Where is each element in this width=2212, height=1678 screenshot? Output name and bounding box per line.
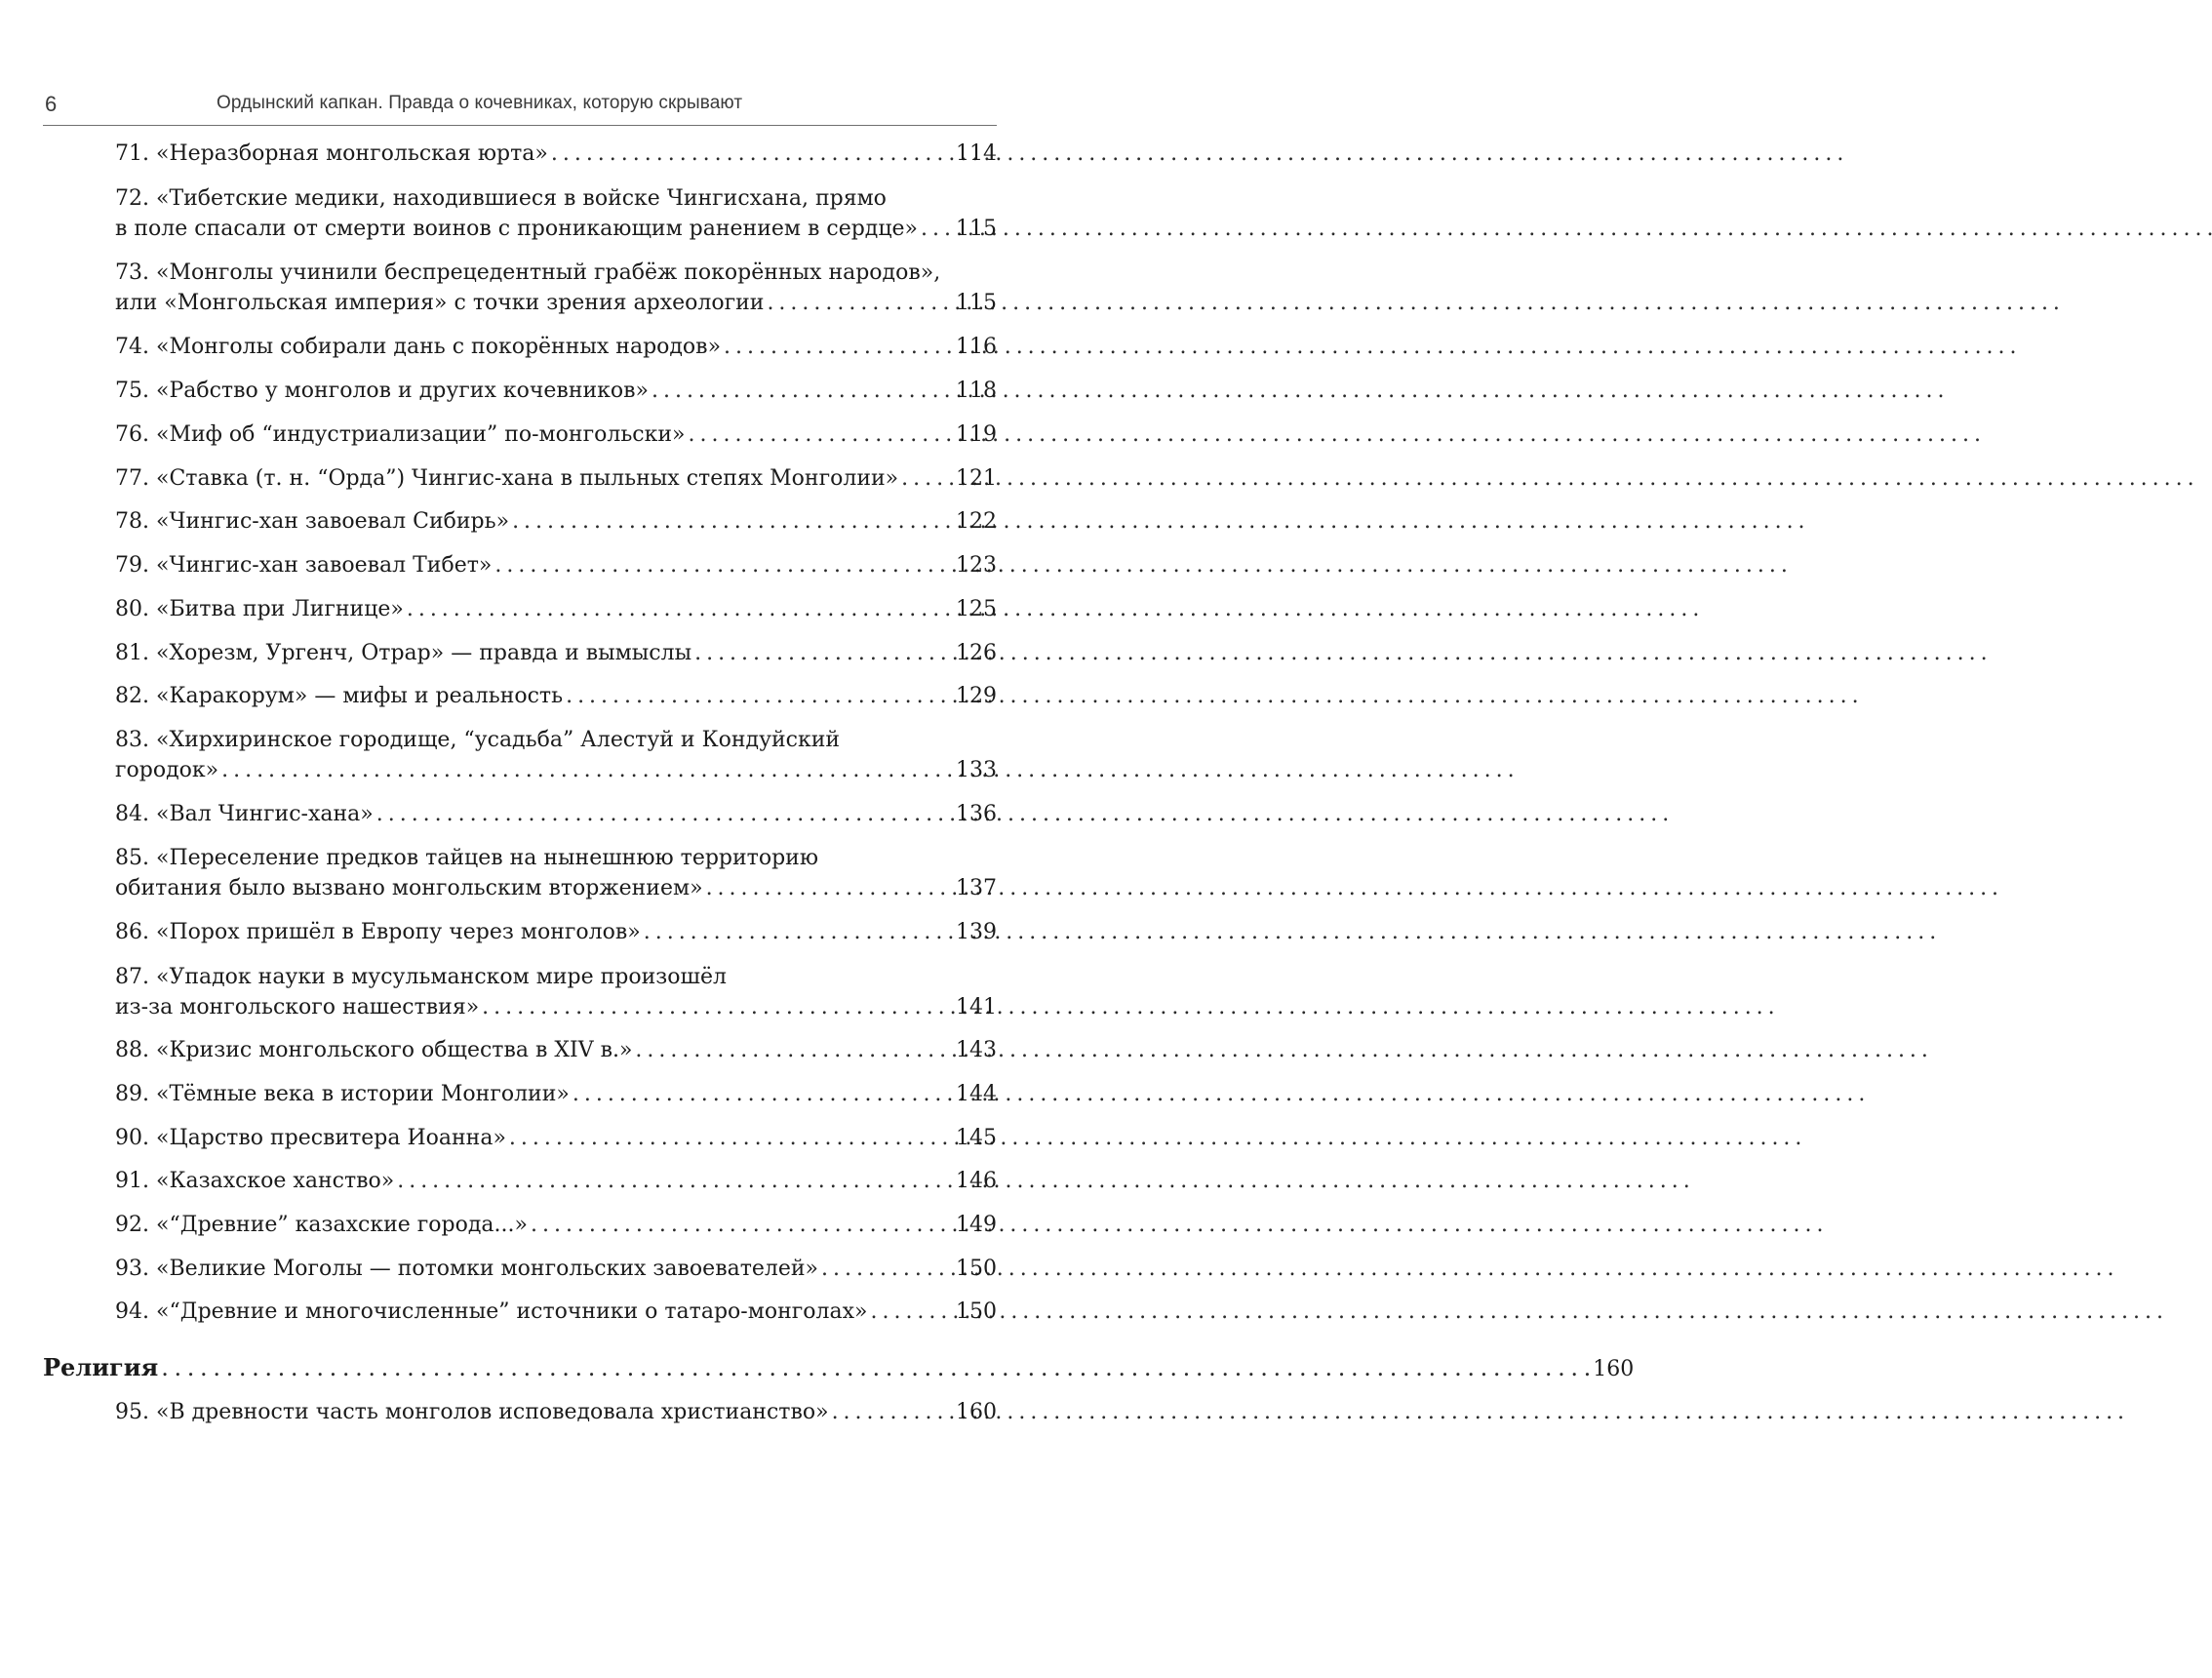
leader-dots <box>724 331 953 363</box>
toc-entry-line: 72. «Тибетские медики, находившиеся в войске Чингисхана, прямо <box>115 186 887 211</box>
toc-entry-page: 141 <box>956 995 997 1019</box>
leader-dots <box>635 1034 953 1066</box>
toc-entry-line: 87. «Упадок науки в мусульманском мире произошёл <box>115 965 727 989</box>
toc-entry <box>115 375 997 407</box>
toc-entry-line: 85. «Переселение предков тайцев на нынешнюю территорию <box>115 846 818 870</box>
toc-entry <box>115 1034 997 1066</box>
toc-entry <box>115 462 997 495</box>
toc-entry-title: из-за монгольского нашествия» <box>115 995 480 1019</box>
toc-entry <box>115 138 997 170</box>
toc-entry-title: 82. «Каракорум» — мифы и реальность <box>115 684 564 708</box>
toc-entry-page: 150 <box>956 1257 997 1281</box>
toc-entry <box>115 1396 997 1428</box>
toc-entry <box>115 1253 997 1285</box>
running-header <box>43 86 997 126</box>
toc-entry <box>115 1165 997 1197</box>
toc-entry-title: 76. «Миф об “индустриализации” по-монгольски» <box>115 422 686 447</box>
toc-entry-title: 75. «Рабство у монголов и других кочевников» <box>115 379 649 403</box>
toc-entry-title: 91. «Казахское ханство» <box>115 1169 395 1193</box>
leader-dots <box>551 138 953 170</box>
toc-entry-title: 89. «Тёмные века в истории Монголии» <box>115 1082 570 1106</box>
leader-dots <box>821 1253 953 1285</box>
leader-dots <box>407 593 953 625</box>
toc-entry-title: 92. «“Древние” казахские города...» <box>115 1213 528 1237</box>
leader-dots <box>901 462 953 495</box>
toc-entry-title: городок» <box>115 758 219 782</box>
toc-entry-page: 133 <box>956 758 997 782</box>
section-title: Религия <box>43 1353 159 1381</box>
toc-entry-page: 149 <box>956 1213 997 1237</box>
toc-entry-title: или «Монгольская империя» с точки зрения археологии <box>115 291 765 315</box>
toc-entry-page: 146 <box>956 1169 997 1193</box>
toc-entry <box>115 1209 997 1241</box>
leader-dots <box>573 1078 953 1110</box>
toc-entry-page: 126 <box>956 641 997 665</box>
toc-entry <box>115 505 997 538</box>
toc-entry <box>115 798 997 830</box>
toc-entry <box>115 593 997 625</box>
toc-entry <box>115 1122 997 1154</box>
toc-entry <box>115 680 997 712</box>
leader-dots <box>706 872 953 904</box>
leader-dots <box>694 637 953 669</box>
toc-entry-page: 143 <box>956 1038 997 1062</box>
leader-dots <box>482 991 953 1023</box>
leader-dots <box>509 1122 953 1154</box>
toc-entry-page: 144 <box>956 1082 997 1106</box>
toc-entry-page: 137 <box>956 876 997 900</box>
toc-entry-title: 95. «В древности часть монголов исповедовала христианство» <box>115 1400 829 1424</box>
toc-entry <box>115 916 997 948</box>
toc-entry <box>115 549 997 581</box>
leader-dots <box>652 375 953 407</box>
toc-entry-page: 114 <box>956 141 997 166</box>
toc-section-heading <box>43 1350 1635 1385</box>
leader-dots <box>767 287 953 319</box>
leader-dots <box>870 1296 953 1328</box>
toc-entry <box>115 287 997 319</box>
toc-entry-line: 83. «Хирхиринское городище, “усадьба” Алестуй и Кондуйский <box>115 728 841 752</box>
leader-dots <box>832 1396 953 1428</box>
toc-entry <box>115 1078 997 1110</box>
toc-entry-title: 78. «Чингис-хан завоевал Сибирь» <box>115 509 510 534</box>
toc-entry-page: 125 <box>956 597 997 621</box>
toc-entry-title: обитания было вызвано монгольским вторжением» <box>115 876 703 900</box>
toc-entry-page: 115 <box>956 217 997 241</box>
toc-entry-page: 150 <box>956 1299 997 1324</box>
toc-entry-title: 80. «Битва при Лигнице» <box>115 597 404 621</box>
leader-dots <box>566 680 953 712</box>
toc-entry <box>115 331 997 363</box>
toc-entry <box>115 637 997 669</box>
toc-entry-title: 71. «Неразборная монгольская юрта» <box>115 141 548 166</box>
toc-entry-title: 84. «Вал Чингис-хана» <box>115 802 374 826</box>
toc-entry-title: 94. «“Древние и многочисленные” источники о татаро-монголах» <box>115 1299 868 1324</box>
toc-entry-title: 88. «Кризис монгольского общества в XIV в.» <box>115 1038 633 1062</box>
toc-entry-title: в поле спасали от смерти воинов с проникающим ранением в сердце» <box>115 217 918 241</box>
toc-entry-title: 77. «Ставка (т. н. “Орда”) Чингис-хана в пыльных степях Монголии» <box>115 466 899 491</box>
book-title: Ордынский капкан. Правда о кочевниках, которую скрывают <box>217 93 743 113</box>
toc-entry-page: 129 <box>956 684 997 708</box>
toc-entry-page: 123 <box>956 553 997 578</box>
toc-entry-title: 81. «Хорезм, Ургенч, Отрар» — правда и вымыслы <box>115 641 692 665</box>
leader-dots <box>376 798 953 830</box>
toc-entry-title: 90. «Царство пресвитера Иоанна» <box>115 1126 506 1150</box>
leader-dots <box>397 1165 953 1197</box>
toc-entry <box>115 754 997 786</box>
toc-entry-page: 139 <box>956 920 997 944</box>
leader-dots <box>512 505 953 538</box>
toc-entry-page: 122 <box>956 509 997 534</box>
leader-dots <box>644 916 953 948</box>
toc-entry-page: 160 <box>956 1400 997 1424</box>
toc-entry-page: 115 <box>956 291 997 315</box>
toc-entry-page: 136 <box>956 802 997 826</box>
toc-entry-page: 145 <box>956 1126 997 1150</box>
leader-dots <box>689 419 954 451</box>
page-number: 6 <box>45 92 58 116</box>
leader-dots <box>494 549 953 581</box>
toc-entry-line: 73. «Монголы учинили беспрецедентный грабёж покорённых народов», <box>115 260 941 285</box>
toc-entry-title: 79. «Чингис-хан завоевал Тибет» <box>115 553 493 578</box>
toc-entry <box>115 419 997 451</box>
toc-entry <box>115 872 997 904</box>
toc-entry-title: 93. «Великие Моголы — потомки монгольских завоевателей» <box>115 1257 819 1281</box>
toc-entry <box>115 213 997 245</box>
toc-entry-page: 116 <box>956 335 997 359</box>
toc-entry-page: 119 <box>956 422 997 447</box>
leader-dots <box>531 1209 953 1241</box>
leader-dots <box>921 213 953 245</box>
leader-dots <box>221 754 953 786</box>
toc-entry <box>115 991 997 1023</box>
leader-dots <box>161 1350 1590 1385</box>
toc-entry <box>115 1296 997 1328</box>
toc-entry-page: 121 <box>956 466 997 491</box>
toc-entry-title: 74. «Монголы собирали дань с покорённых народов» <box>115 335 722 359</box>
toc-entry-title: 86. «Порох пришёл в Европу через монголов» <box>115 920 641 944</box>
toc-entry-page: 118 <box>956 379 997 403</box>
section-page: 160 <box>1593 1357 1635 1381</box>
